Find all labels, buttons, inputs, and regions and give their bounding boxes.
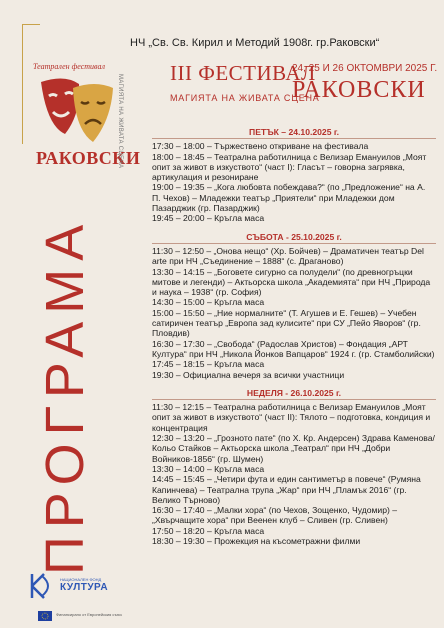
logo-top-text: Театрален фестивал [33,62,105,71]
logo-side-text: МАГИЯТА НА ЖИВАТА СЦЕНА [117,74,123,169]
day-block [152,232,436,380]
day-block [152,127,436,224]
festival-tagline: МАГИЯТА НА ЖИВАТА СЦЕНА [170,93,320,103]
schedule-event: 16:30 – 17:30 – „Свобода“ (Радослав Христов) – Фондация „АРТ Култура“ при НЧ „Никола Йонков Вапцаров“ 1924 г. (гр. Стамболийски) [152,338,435,359]
schedule-event: 17:50 – 18:20 – Кръгла маса [152,525,265,536]
schedule-event: 11:30 – 12:15 – Театрална работилница с Велизар Емануилов „Моят опит за живот в изкуството“ (част II): Тялото – подготовка, кондиция и концентрация [152,402,431,433]
schedule-event: 17:45 – 18:15 – Кръгла маса [152,359,265,370]
kultura-fund-line2: КУЛТУРА [60,582,109,593]
eu-flag-icon [38,611,52,621]
schedule-event: 14:30 – 15:00 – Кръгла маса [152,297,265,308]
schedule [152,127,436,554]
schedule-event: 15:00 – 15:50 – „Ние нормалните“ (Т. Агушев и Е. Гешев) – Учебен сатиричен театър „Европа зад кулисите“ при СУ „Пейо Яворов“ (гр. Пловдив) [152,307,421,339]
schedule-event: 13:30 – 14:00 – Кръгла маса [152,463,265,474]
festival-city: РАКОВСКИ [292,77,426,103]
festival-edition-title: III ФЕСТИВАЛ [170,61,316,85]
organizer-heading: НЧ „Св. Св. Кирил и Методий 1908г. гр.Раковски“ [130,37,380,49]
programa-vertical-label [30,210,100,575]
day-block [152,388,436,546]
day-divider [152,399,436,400]
eu-funding-note: Финансирано от Европейския съюз [56,612,122,617]
festival-date-block [292,63,437,103]
schedule-event: 19:00 – 19:35 – „Кога любовта побеждава?“ (по „Предложение“ на А. П. Чехов) – Младежки театър „Приятели“ при Младежки дом Пазарджик (гр. Пазарджик) [152,182,426,214]
schedule-event: 11:30 – 12:50 – „Онова нещо“ (Хр. Бойчев) – Драматичен театър Del arte при НЧ „Съединение – 1888“ (с. Драганово) [152,245,424,267]
schedule-event: 14:45 – 15:45 – „Четири фута и един сантиметър в повече“ (Румяна Капинчева) – Театрална трупа „Жар“ при НЧ „Пламък 2016“ (гр. Велико Търново) [152,474,421,505]
schedule-event: 19:45 – 20:00 – Кръгла маса [152,213,265,224]
theatre-masks-icon [37,74,115,146]
schedule-event: 18:00 – 18:45 – Театрална работилница с Велизар Емануилов „Моят опит за живот в изкуството“ (част I): Гласът – говорна загрявка, артикулация и резониране [152,151,427,183]
programa-text: ПРОГРАМА [35,216,95,575]
festival-dates: 24, 25 И 26 ОКТОМВРИ 2025 Г. [292,63,438,74]
kultura-fund-logo-icon [28,570,58,602]
day-title: ПЕТЪК – 24.10.2025 г. [249,127,339,137]
schedule-event: 16:30 – 17:40 – „Малки хора“ (по Чехов, Зощенко, Чудомир) – „Хвърчащите хора“ при Веенен клуб – Сливен (гр. Сливен) [152,505,398,526]
kultura-fund-label [60,577,140,593]
day-title: НЕДЕЛЯ - 26.10.2025 г. [246,387,342,398]
schedule-event: 13:30 – 14:15 – „Боговете сигурно са полудели“ (по древногръцки митове и легенди) – Актьорска школа „Академията“ при НЧ „Природа и наука – 1938“ (гр. София) [152,266,431,298]
schedule-event: 19:30 – Официална вечеря за всички участници [152,369,345,380]
day-divider [152,243,436,244]
decorative-line [22,24,23,144]
festival-logo [29,60,141,180]
schedule-event: 17:30 – 18:00 – Тържествено откриване на фестивала [152,141,369,152]
schedule-event: 18:30 – 19:30 – Прожекция на късометражни филми [152,535,361,546]
decorative-line [22,24,40,25]
day-divider [152,138,436,139]
logo-bottom-text: РАКОВСКИ [36,148,141,168]
schedule-event: 12:30 – 13:20 – „Грозното пате“ (по Х. Кр. Андерсен) Здрава Каменова/ Кольо Стайков – Актьорска школа „Театрал“ при НЧ „Добри Войников-1856“ (гр. Шумен) [152,433,435,464]
kultura-fund-line1: НАЦИОНАЛЕН ФОНД [60,577,102,582]
day-title: СЪБОТА - 25.10.2025 г. [246,231,342,242]
